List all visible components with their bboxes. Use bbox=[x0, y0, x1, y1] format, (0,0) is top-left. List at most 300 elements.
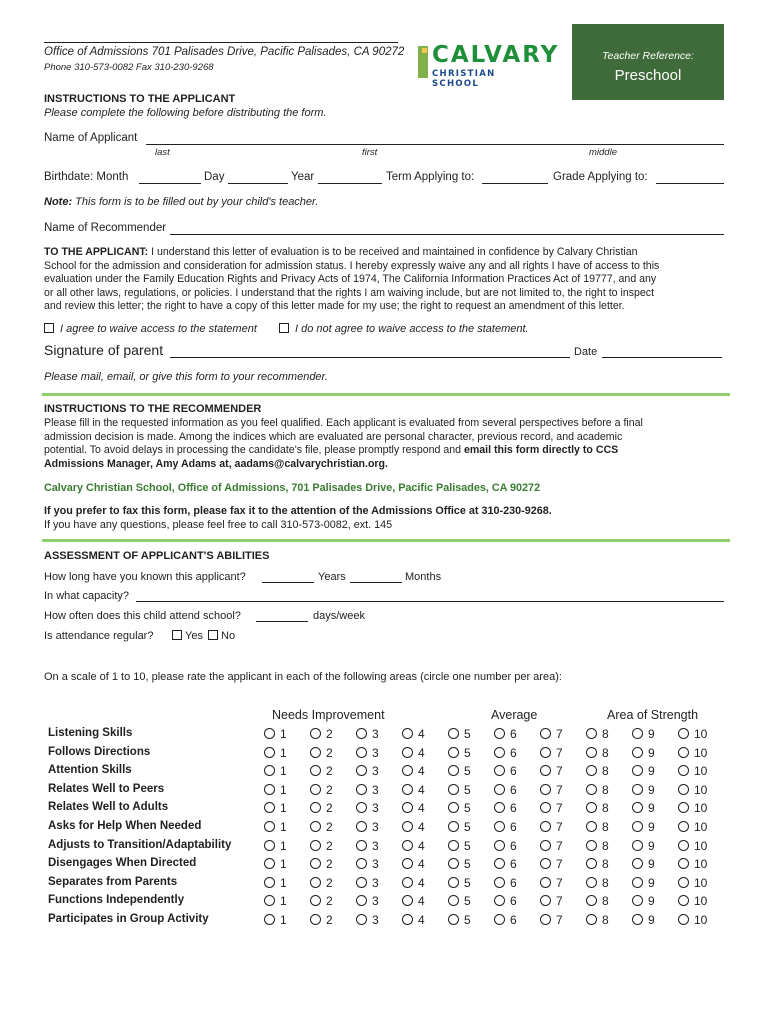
radio-circle-icon[interactable] bbox=[402, 821, 413, 832]
birth-day-label: Day bbox=[204, 171, 225, 183]
radio-circle-icon[interactable] bbox=[678, 747, 689, 758]
months-label: Months bbox=[405, 571, 442, 583]
radio-circle-icon[interactable] bbox=[494, 895, 505, 906]
rating-row bbox=[0, 801, 770, 819]
rating-number: 7 bbox=[556, 857, 563, 872]
radio-circle-icon[interactable] bbox=[586, 802, 597, 813]
radio-circle-icon[interactable] bbox=[264, 858, 275, 869]
rating-number: 8 bbox=[602, 782, 609, 797]
radio-circle-icon[interactable] bbox=[356, 914, 367, 925]
rating-option-8[interactable] bbox=[586, 820, 609, 834]
rating-option-7[interactable] bbox=[540, 839, 563, 853]
rating-option-5[interactable] bbox=[448, 894, 471, 908]
rating-option-5[interactable] bbox=[448, 820, 471, 834]
rating-number: 3 bbox=[372, 801, 379, 816]
radio-circle-icon[interactable] bbox=[264, 877, 275, 888]
rating-number: 10 bbox=[694, 838, 708, 853]
rating-option-7[interactable] bbox=[540, 913, 563, 927]
rating-option-6[interactable] bbox=[494, 746, 517, 760]
radio-circle-icon[interactable] bbox=[540, 802, 551, 813]
rating-option-2[interactable] bbox=[310, 894, 333, 908]
term-field[interactable] bbox=[482, 183, 548, 184]
rating-option-10[interactable] bbox=[678, 876, 707, 890]
known-years-field[interactable] bbox=[262, 582, 314, 583]
rating-option-7[interactable] bbox=[540, 727, 563, 741]
panel-label: Teacher Reference: bbox=[602, 50, 694, 62]
radio-circle-icon[interactable] bbox=[356, 747, 367, 758]
radio-circle-icon[interactable] bbox=[632, 747, 643, 758]
rating-option-4[interactable] bbox=[402, 727, 425, 741]
col-header-strength: Area of Strength bbox=[607, 708, 699, 722]
rating-row bbox=[0, 764, 770, 782]
rating-option-10[interactable] bbox=[678, 857, 707, 871]
radio-circle-icon[interactable] bbox=[678, 802, 689, 813]
rating-option-6[interactable] bbox=[494, 913, 517, 927]
radio-circle-icon[interactable] bbox=[448, 895, 459, 906]
radio-circle-icon[interactable] bbox=[632, 784, 643, 795]
rating-option-2[interactable] bbox=[310, 746, 333, 760]
rating-number: 9 bbox=[648, 764, 655, 779]
radio-circle-icon[interactable] bbox=[540, 840, 551, 851]
radio-circle-icon[interactable] bbox=[494, 728, 505, 739]
rating-number: 8 bbox=[602, 727, 609, 741]
radio-circle-icon[interactable] bbox=[356, 784, 367, 795]
header-address: Office of Admissions 701 Palisades Drive, Pacific Palisades, CA 90272 bbox=[44, 46, 405, 58]
radio-circle-icon[interactable] bbox=[586, 858, 597, 869]
radio-circle-icon[interactable] bbox=[540, 877, 551, 888]
rating-option-10[interactable] bbox=[678, 783, 707, 797]
rating-number: 8 bbox=[602, 745, 609, 760]
fax-instructions: If you prefer to fax this form, please fax it to the attention of the Admissions Office at 310-230-9268. bbox=[44, 505, 552, 517]
radio-circle-icon[interactable] bbox=[586, 914, 597, 925]
radio-circle-icon[interactable] bbox=[448, 877, 459, 888]
rating-option-3[interactable] bbox=[356, 857, 379, 871]
radio-circle-icon[interactable] bbox=[448, 765, 459, 776]
rating-option-4[interactable] bbox=[402, 801, 425, 815]
rating-option-3[interactable] bbox=[356, 764, 379, 778]
radio-circle-icon[interactable] bbox=[310, 784, 321, 795]
radio-circle-icon[interactable] bbox=[540, 821, 551, 832]
rating-option-2[interactable] bbox=[310, 913, 333, 927]
radio-circle-icon[interactable] bbox=[310, 821, 321, 832]
rating-option-1[interactable] bbox=[264, 727, 287, 741]
applicant-subheading: Please complete the following before distributing the form. bbox=[44, 107, 327, 119]
rating-option-4[interactable] bbox=[402, 820, 425, 834]
rating-option-3[interactable] bbox=[356, 894, 379, 908]
rating-option-5[interactable] bbox=[448, 746, 471, 760]
rating-number: 3 bbox=[372, 875, 379, 890]
radio-circle-icon[interactable] bbox=[632, 877, 643, 888]
regular-no-option[interactable] bbox=[208, 630, 235, 642]
radio-circle-icon[interactable] bbox=[632, 802, 643, 813]
rating-number: 8 bbox=[602, 838, 609, 853]
rating-option-9[interactable] bbox=[632, 857, 655, 871]
radio-circle-icon[interactable] bbox=[448, 802, 459, 813]
rating-option-4[interactable] bbox=[402, 913, 425, 927]
rating-option-1[interactable] bbox=[264, 820, 287, 834]
rating-option-10[interactable] bbox=[678, 764, 707, 778]
rating-option-5[interactable] bbox=[448, 801, 471, 815]
rating-option-3[interactable] bbox=[356, 801, 379, 815]
rec-line-3-bold: Admissions Manager, Amy Adams at, aadams@calvarychristian.org. bbox=[44, 457, 388, 470]
rating-number: 3 bbox=[372, 894, 379, 909]
radio-circle-icon[interactable] bbox=[402, 858, 413, 869]
rating-option-4[interactable] bbox=[402, 839, 425, 853]
rating-option-6[interactable] bbox=[494, 783, 517, 797]
rating-option-8[interactable] bbox=[586, 894, 609, 908]
rating-option-7[interactable] bbox=[540, 783, 563, 797]
rating-option-2[interactable] bbox=[310, 857, 333, 871]
rating-option-7[interactable] bbox=[540, 801, 563, 815]
radio-circle-icon[interactable] bbox=[632, 765, 643, 776]
radio-circle-icon[interactable] bbox=[586, 765, 597, 776]
rating-option-2[interactable] bbox=[310, 876, 333, 890]
radio-circle-icon[interactable] bbox=[310, 858, 321, 869]
rating-option-10[interactable] bbox=[678, 801, 707, 815]
rating-option-8[interactable] bbox=[586, 839, 609, 853]
rating-option-9[interactable] bbox=[632, 820, 655, 834]
radio-circle-icon[interactable] bbox=[264, 784, 275, 795]
rating-number: 5 bbox=[464, 727, 471, 741]
rating-option-1[interactable] bbox=[264, 857, 287, 871]
rating-row bbox=[0, 857, 770, 875]
radio-circle-icon[interactable] bbox=[586, 840, 597, 851]
rec-line-2: potential. To avoid delays in processing the candidate's file, please promptly respond and bbox=[44, 444, 464, 457]
radio-circle-icon[interactable] bbox=[678, 821, 689, 832]
waiver-line-4: and review this letter; the right to have a copy of this letter made for my use; the right to request an amendment of this letter. bbox=[44, 300, 625, 313]
rating-number: 9 bbox=[648, 801, 655, 816]
radio-circle-icon[interactable] bbox=[448, 728, 459, 739]
rating-option-8[interactable] bbox=[586, 746, 609, 760]
radio-circle-icon[interactable] bbox=[310, 728, 321, 739]
radio-circle-icon[interactable] bbox=[402, 895, 413, 906]
rating-number: 2 bbox=[326, 727, 333, 741]
rating-option-7[interactable] bbox=[540, 894, 563, 908]
rating-option-3[interactable] bbox=[356, 746, 379, 760]
rating-option-1[interactable] bbox=[264, 746, 287, 760]
radio-circle-icon[interactable] bbox=[264, 728, 275, 739]
rec-line-2-wrap bbox=[44, 444, 734, 458]
rating-option-1[interactable] bbox=[264, 876, 287, 890]
rating-option-5[interactable] bbox=[448, 913, 471, 927]
rating-number: 1 bbox=[280, 801, 287, 816]
radio-circle-icon[interactable] bbox=[494, 840, 505, 851]
rating-option-8[interactable] bbox=[586, 857, 609, 871]
radio-circle-icon[interactable] bbox=[448, 821, 459, 832]
radio-circle-icon[interactable] bbox=[632, 840, 643, 851]
rating-number: 1 bbox=[280, 820, 287, 834]
capacity-label: In what capacity? bbox=[44, 590, 129, 602]
rating-option-9[interactable] bbox=[632, 783, 655, 797]
radio-circle-icon[interactable] bbox=[356, 821, 367, 832]
rating-option-2[interactable] bbox=[310, 801, 333, 815]
rating-option-7[interactable] bbox=[540, 876, 563, 890]
radio-circle-icon[interactable] bbox=[310, 765, 321, 776]
rating-number: 10 bbox=[694, 857, 708, 872]
radio-circle-icon[interactable] bbox=[356, 840, 367, 851]
radio-circle-icon[interactable] bbox=[494, 747, 505, 758]
rating-number: 3 bbox=[372, 838, 379, 853]
radio-circle-icon[interactable] bbox=[310, 877, 321, 888]
rating-option-5[interactable] bbox=[448, 839, 471, 853]
rating-option-2[interactable] bbox=[310, 727, 333, 741]
rating-option-8[interactable] bbox=[586, 913, 609, 927]
radio-circle-icon[interactable] bbox=[632, 728, 643, 739]
radio-circle-icon[interactable] bbox=[632, 858, 643, 869]
rating-option-10[interactable] bbox=[678, 839, 707, 853]
rating-option-4[interactable] bbox=[402, 746, 425, 760]
rating-number: 3 bbox=[372, 727, 379, 741]
rating-option-8[interactable] bbox=[586, 876, 609, 890]
rating-option-4[interactable] bbox=[402, 876, 425, 890]
waiver-line-0: I understand this letter of evaluation is to be received and maintained in confidence by Calvary Christian bbox=[148, 246, 638, 258]
rating-option-4[interactable] bbox=[402, 894, 425, 908]
rating-option-9[interactable] bbox=[632, 839, 655, 853]
attend-days-field[interactable] bbox=[256, 621, 308, 622]
radio-circle-icon[interactable] bbox=[402, 840, 413, 851]
rating-option-9[interactable] bbox=[632, 894, 655, 908]
radio-circle-icon[interactable] bbox=[586, 728, 597, 739]
rating-option-10[interactable] bbox=[678, 727, 707, 741]
rating-number: 1 bbox=[280, 838, 287, 853]
agree-checkbox[interactable] bbox=[44, 323, 54, 333]
radio-circle-icon[interactable] bbox=[678, 765, 689, 776]
radio-circle-icon[interactable] bbox=[494, 765, 505, 776]
rating-option-8[interactable] bbox=[586, 727, 609, 741]
rating-option-6[interactable] bbox=[494, 876, 517, 890]
regular-no-checkbox[interactable] bbox=[208, 630, 218, 640]
radio-circle-icon[interactable] bbox=[310, 802, 321, 813]
rating-number: 9 bbox=[648, 838, 655, 853]
radio-circle-icon[interactable] bbox=[494, 821, 505, 832]
rating-option-3[interactable] bbox=[356, 839, 379, 853]
radio-circle-icon[interactable] bbox=[494, 914, 505, 925]
radio-circle-icon[interactable] bbox=[632, 895, 643, 906]
radio-circle-icon[interactable] bbox=[402, 802, 413, 813]
rating-number: 10 bbox=[694, 894, 708, 909]
birth-year-field[interactable] bbox=[318, 183, 382, 184]
rating-option-4[interactable] bbox=[402, 783, 425, 797]
rating-option-6[interactable] bbox=[494, 857, 517, 871]
rating-option-1[interactable] bbox=[264, 801, 287, 815]
radio-circle-icon[interactable] bbox=[356, 728, 367, 739]
regular-label: Is attendance regular? bbox=[44, 630, 154, 642]
radio-circle-icon[interactable] bbox=[310, 895, 321, 906]
radio-circle-icon[interactable] bbox=[540, 747, 551, 758]
regular-yes-checkbox[interactable] bbox=[172, 630, 182, 640]
radio-circle-icon[interactable] bbox=[632, 821, 643, 832]
radio-circle-icon[interactable] bbox=[264, 821, 275, 832]
rating-option-7[interactable] bbox=[540, 746, 563, 760]
rating-option-5[interactable] bbox=[448, 764, 471, 778]
radio-circle-icon[interactable] bbox=[494, 858, 505, 869]
rating-option-3[interactable] bbox=[356, 783, 379, 797]
radio-circle-icon[interactable] bbox=[540, 858, 551, 869]
rating-option-10[interactable] bbox=[678, 913, 707, 927]
radio-circle-icon[interactable] bbox=[264, 914, 275, 925]
radio-circle-icon[interactable] bbox=[586, 747, 597, 758]
grade-field[interactable] bbox=[656, 183, 724, 184]
disagree-checkbox[interactable] bbox=[279, 323, 289, 333]
radio-circle-icon[interactable] bbox=[402, 914, 413, 925]
rating-option-8[interactable] bbox=[586, 783, 609, 797]
rating-option-9[interactable] bbox=[632, 764, 655, 778]
rating-number: 10 bbox=[694, 764, 708, 779]
radio-circle-icon[interactable] bbox=[356, 895, 367, 906]
agree-option[interactable] bbox=[44, 323, 257, 335]
radio-circle-icon[interactable] bbox=[310, 914, 321, 925]
regular-yes-label: Yes bbox=[185, 630, 203, 642]
radio-circle-icon[interactable] bbox=[356, 802, 367, 813]
rating-option-1[interactable] bbox=[264, 783, 287, 797]
rating-option-7[interactable] bbox=[540, 820, 563, 834]
radio-circle-icon[interactable] bbox=[356, 858, 367, 869]
radio-circle-icon[interactable] bbox=[540, 728, 551, 739]
applicant-name-field[interactable] bbox=[146, 144, 724, 145]
signature-field[interactable] bbox=[170, 357, 570, 358]
radio-circle-icon[interactable] bbox=[678, 895, 689, 906]
radio-circle-icon[interactable] bbox=[540, 895, 551, 906]
rating-option-6[interactable] bbox=[494, 764, 517, 778]
rating-option-2[interactable] bbox=[310, 764, 333, 778]
rating-number: 1 bbox=[280, 875, 287, 890]
rating-number: 5 bbox=[464, 894, 471, 909]
rating-option-5[interactable] bbox=[448, 876, 471, 890]
rating-option-3[interactable] bbox=[356, 876, 379, 890]
radio-circle-icon[interactable] bbox=[402, 765, 413, 776]
radio-circle-icon[interactable] bbox=[586, 821, 597, 832]
rating-option-5[interactable] bbox=[448, 783, 471, 797]
rating-option-9[interactable] bbox=[632, 746, 655, 760]
rating-number: 7 bbox=[556, 801, 563, 816]
recommender-name-label: Name of Recommender bbox=[44, 222, 167, 234]
radio-circle-icon[interactable] bbox=[448, 784, 459, 795]
rating-number: 1 bbox=[280, 727, 287, 741]
radio-circle-icon[interactable] bbox=[264, 840, 275, 851]
radio-circle-icon[interactable] bbox=[402, 747, 413, 758]
radio-circle-icon[interactable] bbox=[264, 765, 275, 776]
radio-circle-icon[interactable] bbox=[678, 877, 689, 888]
rating-option-6[interactable] bbox=[494, 894, 517, 908]
rating-option-7[interactable] bbox=[540, 857, 563, 871]
radio-circle-icon[interactable] bbox=[448, 840, 459, 851]
rating-number: 6 bbox=[510, 782, 517, 797]
radio-circle-icon[interactable] bbox=[356, 877, 367, 888]
radio-circle-icon[interactable] bbox=[448, 914, 459, 925]
radio-circle-icon[interactable] bbox=[402, 877, 413, 888]
radio-circle-icon[interactable] bbox=[678, 914, 689, 925]
rating-option-10[interactable] bbox=[678, 820, 707, 834]
birth-day-field[interactable] bbox=[228, 183, 288, 184]
radio-circle-icon[interactable] bbox=[448, 858, 459, 869]
rating-option-9[interactable] bbox=[632, 801, 655, 815]
rating-number: 7 bbox=[556, 913, 563, 927]
rating-option-8[interactable] bbox=[586, 801, 609, 815]
rating-option-7[interactable] bbox=[540, 764, 563, 778]
radio-circle-icon[interactable] bbox=[678, 728, 689, 739]
rating-option-5[interactable] bbox=[448, 727, 471, 741]
radio-circle-icon[interactable] bbox=[264, 802, 275, 813]
applicant-heading: INSTRUCTIONS TO THE APPLICANT bbox=[44, 93, 236, 105]
radio-circle-icon[interactable] bbox=[678, 784, 689, 795]
radio-circle-icon[interactable] bbox=[678, 840, 689, 851]
radio-circle-icon[interactable] bbox=[540, 914, 551, 925]
known-months-field[interactable] bbox=[350, 582, 402, 583]
rating-number: 4 bbox=[418, 727, 425, 741]
capacity-field[interactable] bbox=[136, 601, 724, 602]
rating-number: 4 bbox=[418, 857, 425, 872]
radio-circle-icon[interactable] bbox=[494, 802, 505, 813]
rating-option-6[interactable] bbox=[494, 839, 517, 853]
radio-circle-icon[interactable] bbox=[678, 858, 689, 869]
radio-circle-icon[interactable] bbox=[494, 784, 505, 795]
rating-option-6[interactable] bbox=[494, 727, 517, 741]
radio-circle-icon[interactable] bbox=[540, 784, 551, 795]
rating-option-3[interactable] bbox=[356, 727, 379, 741]
rating-number: 1 bbox=[280, 913, 287, 927]
rating-number: 8 bbox=[602, 801, 609, 816]
radio-circle-icon[interactable] bbox=[310, 747, 321, 758]
radio-circle-icon[interactable] bbox=[448, 747, 459, 758]
rating-option-8[interactable] bbox=[586, 764, 609, 778]
rating-option-6[interactable] bbox=[494, 820, 517, 834]
rating-option-2[interactable] bbox=[310, 839, 333, 853]
rating-option-1[interactable] bbox=[264, 839, 287, 853]
skill-label: Listening Skills bbox=[48, 727, 133, 739]
rating-option-1[interactable] bbox=[264, 894, 287, 908]
radio-circle-icon[interactable] bbox=[356, 765, 367, 776]
date-field[interactable] bbox=[602, 357, 722, 358]
radio-circle-icon[interactable] bbox=[264, 895, 275, 906]
radio-circle-icon[interactable] bbox=[586, 877, 597, 888]
rating-option-1[interactable] bbox=[264, 913, 287, 927]
rating-option-1[interactable] bbox=[264, 764, 287, 778]
rating-option-4[interactable] bbox=[402, 764, 425, 778]
radio-circle-icon[interactable] bbox=[310, 840, 321, 851]
radio-circle-icon[interactable] bbox=[586, 895, 597, 906]
rating-option-2[interactable] bbox=[310, 820, 333, 834]
radio-circle-icon[interactable] bbox=[632, 914, 643, 925]
birth-month-field[interactable] bbox=[139, 183, 201, 184]
rating-option-9[interactable] bbox=[632, 727, 655, 741]
rating-option-4[interactable] bbox=[402, 857, 425, 871]
rating-option-9[interactable] bbox=[632, 876, 655, 890]
rating-number: 7 bbox=[556, 820, 563, 834]
radio-circle-icon[interactable] bbox=[494, 877, 505, 888]
rating-option-6[interactable] bbox=[494, 801, 517, 815]
rating-option-10[interactable] bbox=[678, 894, 707, 908]
rating-number: 9 bbox=[648, 857, 655, 872]
radio-circle-icon[interactable] bbox=[402, 784, 413, 795]
recommender-name-field[interactable] bbox=[170, 234, 724, 235]
regular-yes-option[interactable] bbox=[172, 630, 203, 642]
rating-option-5[interactable] bbox=[448, 857, 471, 871]
rating-option-2[interactable] bbox=[310, 783, 333, 797]
header-phone: Phone 310-573-0082 Fax 310-230-9268 bbox=[44, 62, 214, 73]
radio-circle-icon[interactable] bbox=[586, 784, 597, 795]
radio-circle-icon[interactable] bbox=[540, 765, 551, 776]
rating-option-3[interactable] bbox=[356, 820, 379, 834]
rating-option-9[interactable] bbox=[632, 913, 655, 927]
rating-number: 6 bbox=[510, 875, 517, 890]
rating-option-3[interactable] bbox=[356, 913, 379, 927]
rating-option-10[interactable] bbox=[678, 746, 707, 760]
rating-number: 4 bbox=[418, 782, 425, 797]
disagree-option[interactable] bbox=[279, 323, 529, 335]
radio-circle-icon[interactable] bbox=[402, 728, 413, 739]
waiver-bold: TO THE APPLICANT: bbox=[44, 246, 149, 258]
radio-circle-icon[interactable] bbox=[264, 747, 275, 758]
